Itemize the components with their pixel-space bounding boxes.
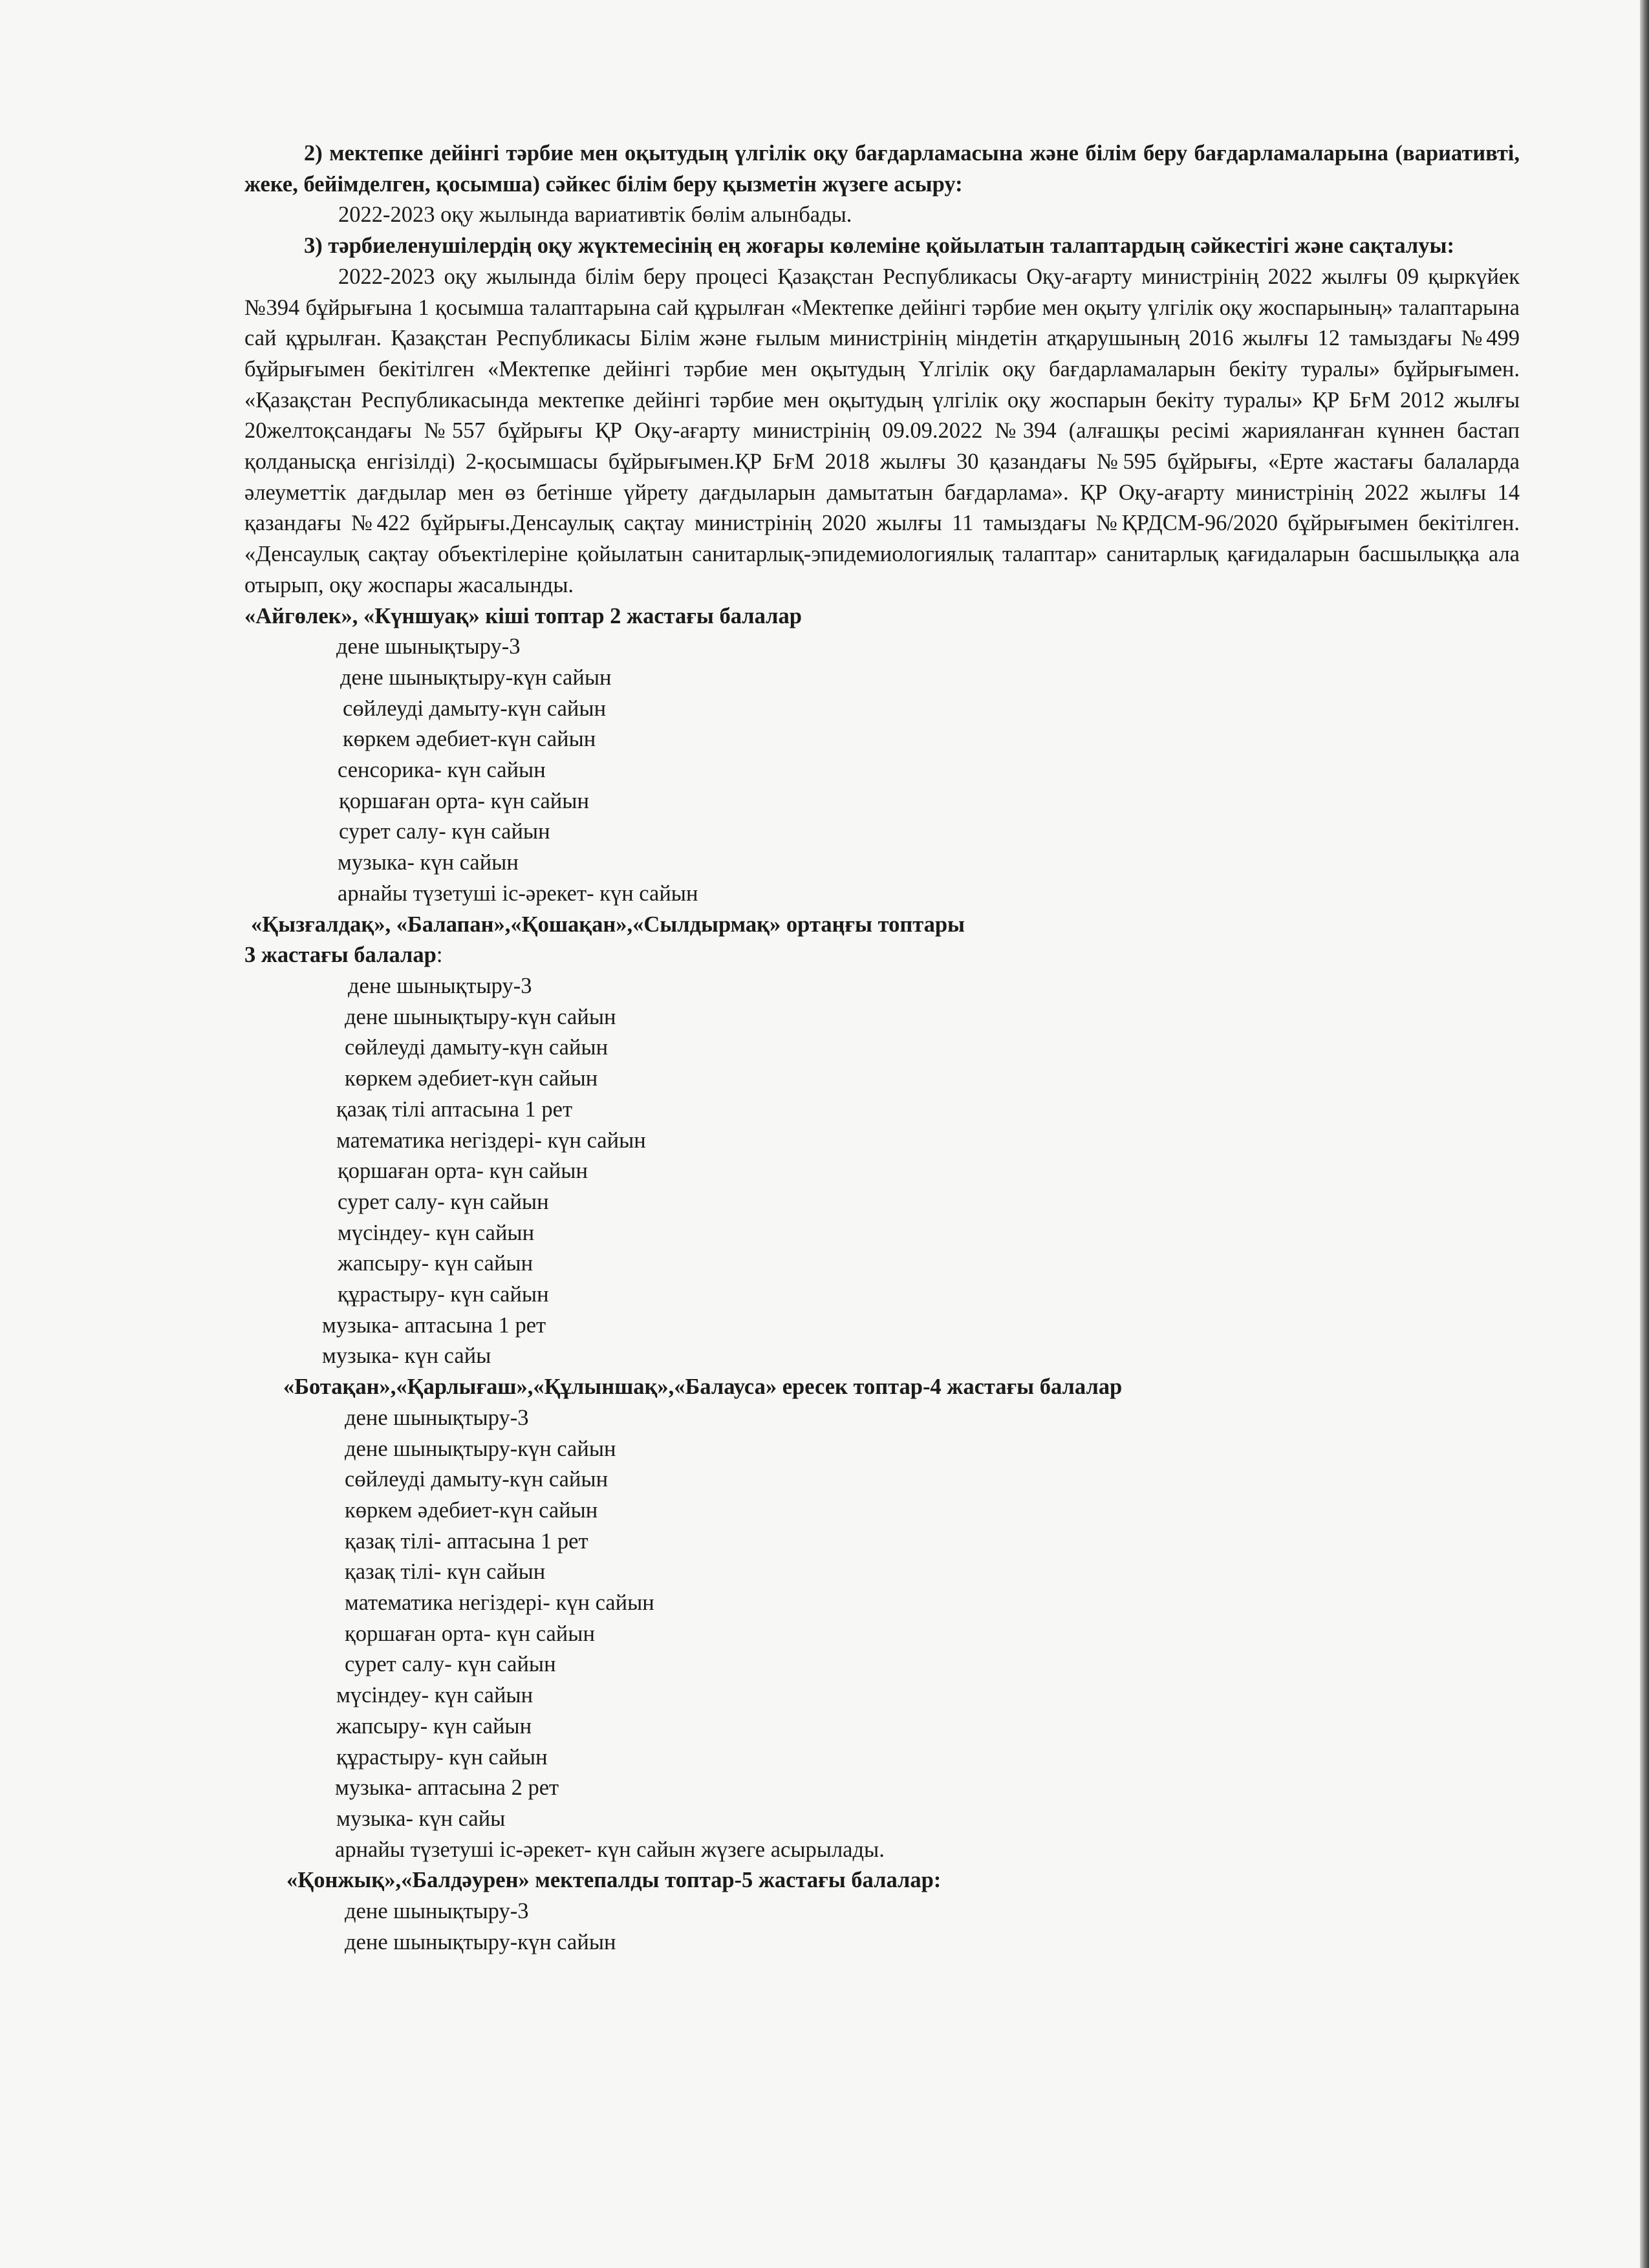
group-4-list — [244, 1896, 1520, 1958]
list-item: арнайы түзетуші іс-әрекет- күн сайын жүзеге асырылады. — [335, 1837, 885, 1862]
list-item: дене шынықтыру-күн сайын — [345, 1929, 616, 1954]
list-item: дене шынықтыру-3 — [336, 634, 521, 659]
list-item: қоршаған орта- күн сайын — [338, 1159, 588, 1184]
list-item: мүсіндеу- күн сайын — [336, 1683, 534, 1708]
list-item: құрастыру- күн сайын — [338, 1282, 549, 1307]
list-item: мүсіндеу- күн сайын — [338, 1220, 535, 1245]
list-item: дене шынықтыру-3 — [345, 1899, 529, 1924]
section-3-heading: 3) тәрбиеленушілердің оқу жүктемесінің ең жоғары көлеміне қойылатын талаптардың сәйкестігі және сақталуы: — [304, 233, 1454, 259]
group-1-list — [244, 632, 1520, 909]
group-2-title: «Қызғалдақ», «Балапан»,«Қошақан»,«Сылдырмақ» ортаңғы топтары — [251, 912, 965, 937]
list-item: қазақ тілі- күн сайын — [345, 1559, 546, 1585]
list-item: математика негіздері- күн сайын — [336, 1128, 646, 1153]
list-item: қазақ тілі- аптасына 1 рет — [345, 1528, 588, 1554]
list-item: көркем әдебиет-күн сайын — [345, 1066, 598, 1091]
group-1-title: «Айгөлек», «Күншуақ» кіші топтар 2 жастағы балалар — [244, 603, 802, 628]
group-3-title: «Ботақан»,«Қарлығаш»,«Құлыншақ»,«Балауса» ересек топтар-4 жастағы балалар — [283, 1375, 1123, 1400]
list-item: қоршаған орта- күн сайын — [345, 1621, 595, 1646]
list-item: музыка- күн сайы — [322, 1343, 491, 1369]
list-item: құрастыру- күн сайын — [336, 1744, 548, 1770]
section-3-paragraph: 2022-2023 оқу жылында білім беру процесі Қазақстан Республикасы Оқу-ағарту министрінің 2022 жылғы 09 қыркүйек №394 бұйрығына 1 қосымша талаптарына сай құрылған «Мектепке дейінгі тәрбие мен оқыту үлгілік оқу жоспарының» талаптарына сай құрылған. Қазақстан Республикасы Білім және ғылым министрінің міндетін атқарушының 2016 жылғы 12 тамыздағы №499 бұйрығымен бекітілген «Мектепке дейінгі тәрбие мен оқытудың Үлгілік оқу бағдарламаларын бекіту туралы» бұйрығымен. «Қазақстан Республикасында мектепке дейінгі тәрбие мен оқытудың үлгілік оқу жоспарын бекіту туралы» ҚР БғМ 2012 жылғы 20желтоқсандағы №557 бұйрығы ҚР Оқу-ағарту министрінің 09.09.2022 №394 (алғашқы ресімі жарияланған күннен бастап қолданысқа енгізілді) 2-қосымшасы бұйрығымен.ҚР БғМ 2018 жылғы 30 қазандағы №595 бұйрығы, «Ерте жастағы балаларда әлеуметтік дағдылар мен өз бетінше үйрету дағдыларын дамытатын бағдарлама». ҚР Оқу-ағарту министрінің 2022 жылғы 14 қазандағы №422 бұйрығы.Денсаулық сақтау министрінің 2020 жылғы 11 тамыздағы №ҚРДСМ-96/2020 бұйрығымен бекітілген. «Денсаулық сақтау объектілеріне қойылатын санитарлық-эпидемиологиялық талаптар» санитарлық қағидаларын басшылыққа ала отырып, оқу жоспары жасалынды. — [244, 264, 1520, 597]
list-item: көркем әдебиет-күн сайын — [345, 1497, 598, 1523]
list-item: қоршаған орта- күн сайын — [339, 788, 589, 813]
list-item: сөйлеуді дамыту-күн сайын — [345, 1035, 609, 1060]
section-2-paragraph: 2022-2023 оқу жылында вариативтік бөлім алынбады. — [338, 202, 852, 228]
list-item: музыка- күн сайын — [338, 850, 519, 875]
scan-edge — [1640, 0, 1649, 2268]
list-item: музыка- күн сайы — [336, 1806, 506, 1831]
list-item: математика негіздері- күн сайын — [345, 1590, 654, 1616]
list-item: дене шынықтыру-күн сайын — [340, 665, 612, 690]
list-item: дене шынықтыру-3 — [345, 1405, 529, 1430]
group-2-subtitle: 3 жастағы балалар — [244, 943, 436, 968]
list-item: көркем әдебиет-күн сайын — [343, 727, 596, 752]
group-2-subtitle-colon: : — [436, 943, 443, 968]
list-item: сурет салу- күн сайын — [345, 1652, 556, 1677]
list-item: сөйлеуді дамыту-күн сайын — [345, 1467, 609, 1492]
list-item: музыка- аптасына 2 рет — [335, 1775, 559, 1801]
list-item: қазақ тілі аптасына 1 рет — [336, 1097, 573, 1122]
group-2-list — [244, 971, 1520, 1372]
list-item: жапсыру- күн сайын — [338, 1251, 534, 1276]
list-item: жапсыру- күн сайын — [336, 1713, 532, 1738]
document-page — [244, 138, 1520, 1958]
list-item: арнайы түзетуші іс-әрекет- күн сайын — [338, 881, 698, 906]
list-item: сенсорика- күн сайын — [338, 758, 546, 783]
list-item: сурет салу- күн сайын — [338, 1189, 549, 1214]
list-item: дене шынықтыру-3 — [348, 973, 532, 998]
list-item: дене шынықтыру-күн сайын — [345, 1436, 616, 1461]
group-4-title: «Қонжық»,«Балдәурен» мектепалды топтар-5 жастағы балалар: — [286, 1868, 942, 1893]
group-3-list — [244, 1403, 1520, 1866]
section-2-heading: 2) мектепке дейінгі тәрбие мен оқытудың үлгілік оқу бағдарламасына және білім беру бағдарламаларына (вариативті, жеке, бейімделген, қосымша) сәйкес білім беру қызметін жүзеге асыру: — [244, 141, 1520, 197]
list-item: сурет салу- күн сайын — [339, 819, 550, 844]
list-item: дене шынықтыру-күн сайын — [345, 1004, 616, 1029]
list-item: сөйлеуді дамыту-күн сайын — [343, 696, 607, 721]
list-item: музыка- аптасына 1 рет — [322, 1312, 546, 1338]
